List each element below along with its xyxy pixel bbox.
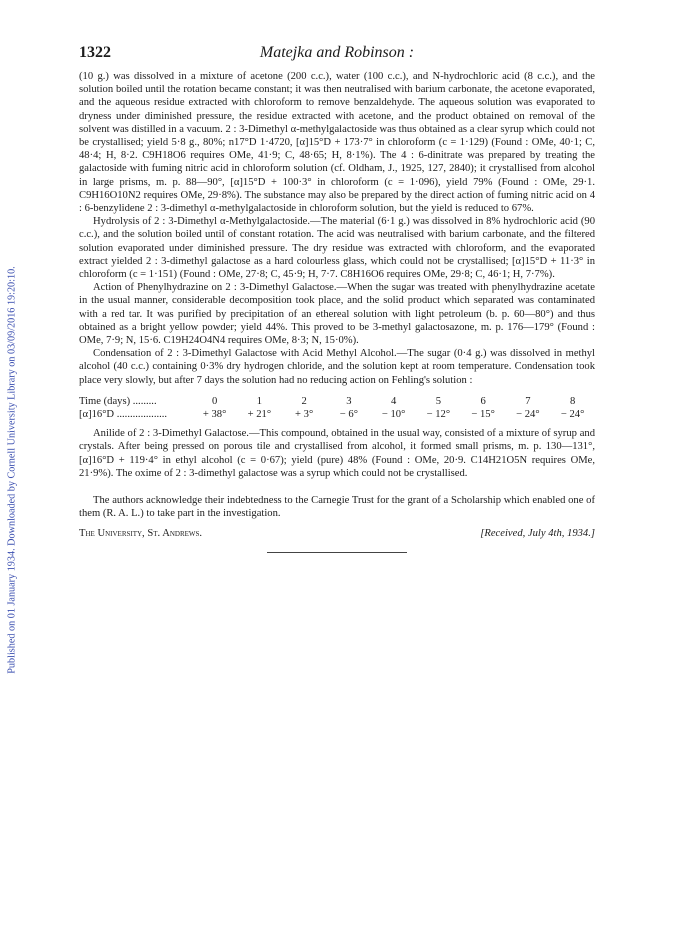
running-title: Matejka and Robinson : [259,44,415,61]
table-cell: + 3° [295,409,314,421]
acknowledgement: The authors acknowledge their indebtedness to the Carnegie Trust for the grant of a Scholarship which enabled one of them (R. A. L.) to take part in the investigation. [79,495,595,520]
table-cell: 5 [435,395,442,407]
table-row-time [79,395,595,408]
table-cell: 0 [211,395,218,407]
body-paragraph-phenylhydrazine: Action of Phenylhydrazine on 2 : 3-Dimethyl Galactose.—When the sugar was treated with phenylhydrazine acetate in the usual manner, considerable decomposition took place, and the solid product which separated was contaminated with a red tar. It was purified by precipitation of an ethereal solution with light petroleum (b. p. 60—80°) and thus obtained as a bright yellow powder; yield 44%. This proved to be 3-methyl galactosazone, m. p. 176—179° (Found : OMe, 7·9; N, 15·6. C19H24O4N4 requires OMe, 8·3; N, 15·0%). [79,282,595,347]
table-cell: + 21° [247,409,272,421]
body-paragraph: (10 g.) was dissolved in a mixture of acetone (200 c.c.), water (100 c.c.), and N-hydrochloric acid (8 c.c.), and the solution boiled until the rotation became constant; it was then neutralised with barium carbonate, the acetone evaporated, and the aqueous residue extracted with chloroform to remove benzaldehyde. The aqueous solution was evaporated to dryness under diminished pressure, the residue extracted with acetone, and the product obtained on removal of the solvent was distilled in a vacuum. 2 : 3-Dimethyl α-methylgalactoside was thus obtained as a clear syrup which could not be crystallised; yield 5·8 g., 80%; n17°D 1·4720, [α]15°D + 173·7° in chloroform (c = 1·129) (Found : OMe, 40·1; C, 48·4; H, 8·2. C9H18O6 requires OMe, 41·9; C, 48·65; H, 8·1%). The 4 : 6-dinitrate was prepared by treating the galactoside with fuming nitric acid in chloroform solution (cf. Oldham, J., 1925, 127, 2840); it crystallised from alcohol in large prisms, m. p. 88—90°, [α]15°D + 100·3° in chloroform (c = 1·096), yield 79% (Found : OMe, 29·1. C9H16O10N2 requires OMe, 29·8%). The substance may also be prepared by the direct action of fuming nitric acid on 4 : 6-benzylidene 2 : 3-dimethyl α-methylgalactoside in chloroform solution, but the yield is reduced to 67%. [79,71,595,215]
table-cell: 7 [525,395,531,407]
rotation-table [79,395,595,421]
page-header [79,44,595,70]
page-number: 1322 [79,44,111,61]
table-cell: − 24° [516,409,540,421]
download-notice: Published on 01 January 1934. Downloaded by Cornell University Library on 03/09/2016 19:20:10. [6,266,18,674]
table-cell: 4 [390,395,397,407]
table-row-rotation [79,408,595,421]
table-cell: 3 [346,395,352,407]
body-paragraph-hydrolysis: Hydrolysis of 2 : 3-Dimethyl α-Methylgalactoside.—The material (6·1 g.) was dissolved in 8% hydrochloric acid (90 c.c.), and the solution boiled until of constant rotation. The acid was neutralised with barium carbonate, and the filtered solution evaporated under diminished pressure. The dry residue was extracted with chloroform, and the evaporated extract yielded 2 : 3-dimethyl galactose as a hard colourless glass, which could not be crystallised; [α]15°D + 11·3° in chloroform (c = 1·151) (Found : OMe, 27·8; C, 45·9; H, 7·7. C8H16O6 requires OMe, 29·8; C, 46·1; H, 7·7%). [79,216,595,281]
end-rule [267,552,407,553]
journal-page [79,44,595,553]
body-paragraph-anilide: Anilide of 2 : 3-Dimethyl Galactose.—This compound, obtained in the usual way, consisted of a mixture of syrup and crystals. After being pressed on porous tile and crystallised from alcohol, it formed small prisms, m. p. 130—131°, [α]16°D + 119·4° in ethyl alcohol (c = 0·67); yield (pure) 48% (Found : OMe, 20·9. C14H21O5N requires OMe, 21·9%). The oxime of 2 : 3-dimethyl galactose was a syrup which could not be crystallised. [79,428,595,479]
institution: The University, St. Andrews. [79,528,203,540]
table-cell: − 15° [471,409,495,421]
article-footer [79,528,595,542]
download-notice-sidebar [0,0,24,936]
table-cell: 2 [301,395,307,407]
table-cell: − 10° [381,409,406,421]
row-label-rotation: [α]16°D ................... [79,409,168,421]
row-label-time: Time (days) ......... [79,395,157,407]
body-paragraph-condensation: Condensation of 2 : 3-Dimethyl Galactose with Acid Methyl Alcohol.—The sugar (0·4 g.) was dissolved in methyl alcohol (40 c.c.) containing 0·3% dry hydrogen chloride, and the solution kept at room temperature. Condensation took place very slowly, but after 7 days the solution had no reducing action on Fehling's solution : [79,348,595,386]
table-cell: 1 [256,395,263,407]
table-cell: 6 [480,395,486,407]
table-cell: + 38° [202,409,227,421]
received-date: [Received, July 4th, 1934.] [480,528,595,540]
table-cell: − 24° [560,409,585,421]
table-cell: − 6° [339,409,358,421]
table-cell: − 12° [426,409,451,421]
table-cell: 8 [569,395,576,407]
